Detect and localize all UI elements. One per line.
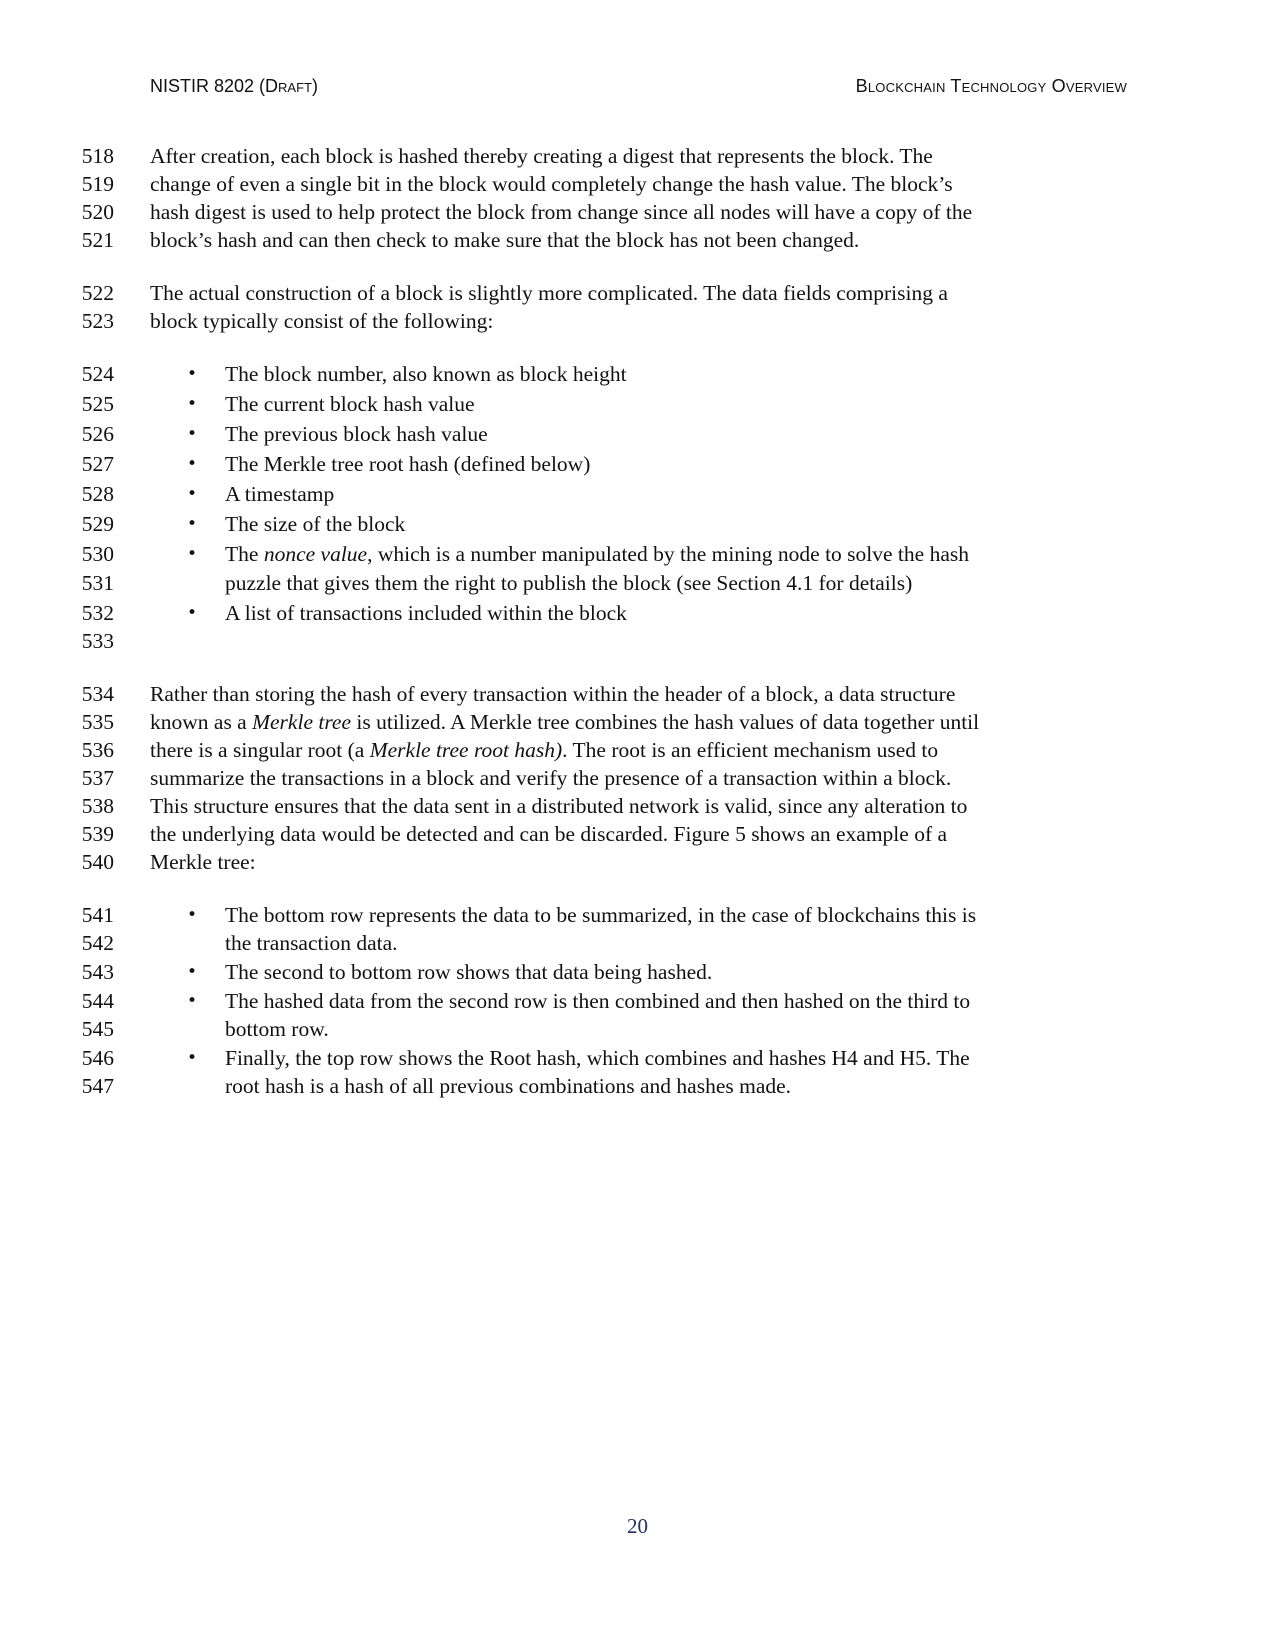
running-header-left	[150, 76, 318, 97]
bullet-item: The Merkle tree root hash (defined below)	[225, 452, 591, 476]
text-run: is utilized. A Merkle tree combines the hash values of data together until	[351, 710, 980, 734]
bullet-item: The current block hash value	[225, 392, 475, 416]
bullet-icon: •	[186, 364, 198, 384]
bullet-icon: •	[186, 1048, 198, 1068]
body-line: The actual construction of a block is slightly more complicated. The data fields comprising a	[150, 281, 948, 305]
body-line: Rather than storing the hash of every transaction within the header of a block, a data structure	[150, 682, 956, 706]
bullet-icon: •	[186, 514, 198, 534]
line-number: 543	[81, 960, 114, 984]
bullet-item: A timestamp	[225, 482, 335, 506]
text-run: known as a	[150, 710, 253, 734]
line-number: 519	[81, 172, 114, 196]
text-run: , which is a number manipulated by the mining node to solve the hash	[367, 542, 969, 566]
line-number: 526	[81, 422, 114, 446]
line-number: 539	[81, 822, 114, 846]
line-number: 535	[81, 710, 114, 734]
line-number: 533	[81, 629, 114, 653]
line-number: 540	[81, 850, 114, 874]
body-line: change of even a single bit in the block would completely change the hash value. The block’s	[150, 172, 953, 196]
line-number: 529	[81, 512, 114, 536]
line-number: 521	[81, 228, 114, 252]
bullet-item-continuation: the transaction data.	[225, 931, 398, 955]
line-number: 542	[81, 931, 114, 955]
header-close-paren: )	[312, 76, 318, 96]
header-draft-label: Draft	[265, 76, 312, 96]
italic-term: nonce value	[263, 542, 368, 566]
bullet-item: The hashed data from the second row is then combined and then hashed on the third to	[225, 989, 971, 1013]
bullet-item: The second to bottom row shows that data being hashed.	[225, 960, 713, 984]
line-number: 524	[81, 362, 114, 386]
bullet-item: The block number, also known as block height	[225, 362, 627, 386]
line-number: 545	[81, 1017, 114, 1041]
bullet-item: Finally, the top row shows the Root hash, which combines and hashes H4 and H5. The	[225, 1046, 970, 1070]
body-line: After creation, each block is hashed thereby creating a digest that represents the block. The	[150, 144, 933, 168]
line-number: 541	[81, 903, 114, 927]
page-number: 20	[627, 1514, 648, 1538]
line-number: 537	[81, 766, 114, 790]
header-doc-id: NISTIR 8202 (	[150, 76, 266, 96]
bullet-icon: •	[186, 544, 198, 564]
bullet-icon: •	[186, 991, 198, 1011]
text-run: there is a singular root (a	[150, 738, 370, 762]
line-number: 532	[81, 601, 114, 625]
bullet-icon: •	[186, 424, 198, 444]
bullet-icon: •	[186, 603, 198, 623]
bullet-icon: •	[186, 484, 198, 504]
body-line: hash digest is used to help protect the block from change since all nodes will have a copy of the	[150, 200, 973, 224]
bullet-icon: •	[186, 962, 198, 982]
line-number: 530	[81, 542, 114, 566]
italic-term: Merkle tree root hash)	[369, 738, 563, 762]
bullet-item	[225, 540, 969, 569]
bullet-item-continuation: root hash is a hash of all previous combinations and hashes made.	[225, 1074, 792, 1098]
bullet-item: The size of the block	[225, 512, 406, 536]
text-run: . The root is an efficient mechanism used to	[562, 738, 939, 762]
body-line: summarize the transactions in a block and verify the presence of a transaction within a block.	[150, 766, 952, 790]
body-line: Merkle tree:	[150, 850, 256, 874]
text-run: The	[225, 542, 264, 566]
body-line: This structure ensures that the data sent in a distributed network is valid, since any alteration to	[150, 794, 968, 818]
bullet-item: A list of transactions included within the block	[225, 601, 627, 625]
line-number: 531	[81, 571, 114, 595]
line-number: 538	[81, 794, 114, 818]
bullet-icon: •	[186, 394, 198, 414]
body-line: block’s hash and can then check to make sure that the block has not been changed.	[150, 228, 860, 252]
line-number: 525	[81, 392, 114, 416]
line-number: 546	[81, 1046, 114, 1070]
line-number: 528	[81, 482, 114, 506]
body-line: block typically consist of the following:	[150, 309, 494, 333]
italic-term: Merkle tree	[252, 710, 351, 734]
bullet-icon: •	[186, 454, 198, 474]
bullet-item: The previous block hash value	[225, 422, 488, 446]
bullet-item: The bottom row represents the data to be summarized, in the case of blockchains this is	[225, 903, 977, 927]
bullet-item-continuation: puzzle that gives them the right to publish the block (see Section 4.1 for details)	[225, 571, 913, 595]
line-number: 536	[81, 738, 114, 762]
body-line	[150, 708, 979, 737]
body-line	[150, 736, 938, 765]
line-number: 522	[81, 281, 114, 305]
bullet-icon: •	[186, 905, 198, 925]
body-line: the underlying data would be detected and can be discarded. Figure 5 shows an example of a	[150, 822, 948, 846]
line-number: 547	[81, 1074, 114, 1098]
line-number: 523	[81, 309, 114, 333]
line-number: 527	[81, 452, 114, 476]
bullet-item-continuation: bottom row.	[225, 1017, 329, 1041]
line-number: 534	[81, 682, 114, 706]
running-header-right: Blockchain Technology Overview	[855, 76, 1127, 96]
line-number: 544	[81, 989, 114, 1013]
line-number: 520	[81, 200, 114, 224]
line-number: 518	[81, 144, 114, 168]
